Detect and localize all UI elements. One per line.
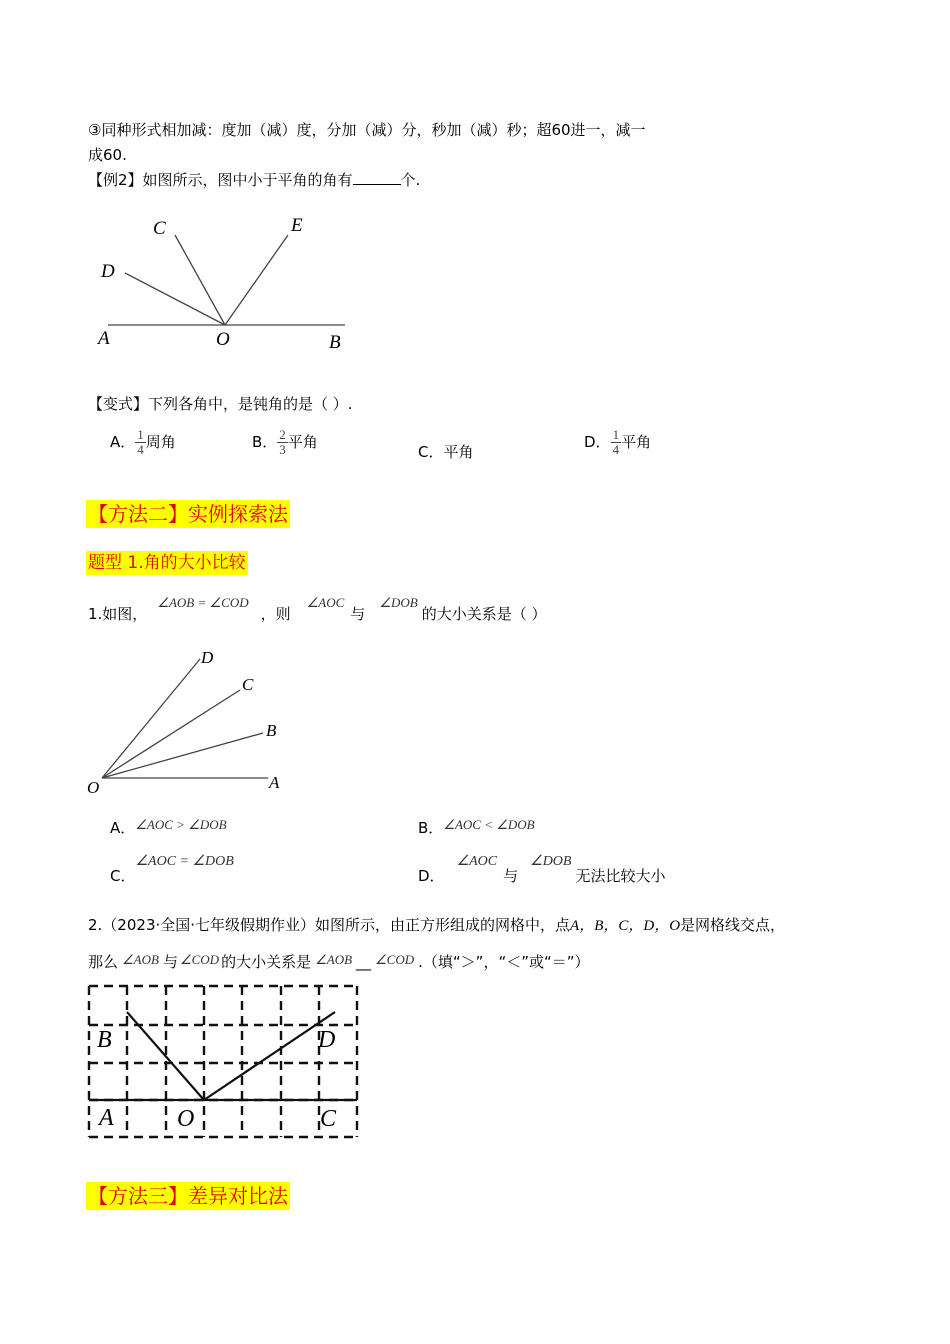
ray-OE: [225, 235, 288, 325]
q1-question: [88, 595, 547, 625]
fraction: $\frac{1}{4}$: [137, 427, 144, 457]
q2-line2: [88, 952, 590, 973]
q2-text: .（填“＞”，“＜”或“＝”）: [418, 953, 590, 971]
label-C: C: [320, 1106, 337, 1132]
q1-angle-aoc: ∠AOC: [306, 595, 345, 610]
q2-text: 2.（2023·全国·七年级假期作业）如图所示，由正方形组成的网格中，点: [88, 916, 571, 934]
q2-angle: ∠COD: [179, 952, 220, 967]
answer-blank: [353, 170, 401, 185]
q1-option-b[interactable]: [418, 818, 535, 839]
q1-option-a[interactable]: [110, 818, 227, 839]
option-letter: D．: [584, 433, 611, 451]
q2-text: 的大小关系是: [221, 953, 312, 971]
option-expr: ∠DOB: [530, 854, 572, 869]
q1-condition: ∠AOB = ∠COD: [157, 595, 249, 610]
q1-option-d[interactable]: [418, 854, 666, 888]
q2-angle: ∠AOB: [315, 952, 353, 967]
label-O: O: [216, 329, 230, 350]
option-letter: A．: [110, 433, 136, 451]
variant-option-c[interactable]: [418, 442, 474, 462]
ray-OC: [102, 690, 240, 778]
option-text: 平角: [287, 433, 318, 451]
ray-OB: [102, 733, 263, 778]
method3-title: 【方法三】差异对比法: [88, 1184, 288, 1208]
variant-option-d[interactable]: [584, 428, 651, 457]
option-letter: C．: [418, 443, 444, 461]
example2-figure: [95, 210, 365, 360]
label-O: O: [177, 1106, 195, 1132]
q2-text-b: 是网格线交点，: [680, 916, 786, 934]
label-D: D: [318, 1027, 336, 1053]
option-text: 周角: [145, 433, 176, 451]
q1-angle-dob: ∠DOB: [379, 595, 418, 610]
method2-title: 【方法二】实例探索法: [88, 502, 288, 526]
label-C: C: [153, 218, 166, 239]
q2-text: 那么: [88, 953, 119, 971]
option-with: 与: [503, 867, 519, 885]
label-E: E: [291, 215, 303, 236]
label-A: A: [98, 328, 110, 349]
option-expr: ∠AOC = ∠DOB: [135, 854, 234, 869]
option-letter: B．: [252, 433, 278, 451]
option-letter: A．: [110, 819, 136, 837]
variant-question: 【变式】下列各角中，是钝角的是（ ）.: [88, 395, 353, 413]
label-B: B: [97, 1027, 112, 1053]
option-expr: ∠AOC < ∠DOB: [443, 817, 535, 832]
q1-mid: ，则: [260, 605, 291, 623]
label-A: A: [99, 1105, 114, 1131]
option-tail: 无法比较大小: [575, 867, 666, 885]
example2-question: [88, 170, 420, 190]
q2-line1: [88, 915, 785, 936]
option-expr: ∠AOC: [456, 854, 498, 869]
label-O: O: [87, 778, 100, 797]
option-letter: C．: [110, 867, 136, 885]
q2-angle: ∠COD: [375, 952, 415, 967]
ray-OD: [102, 659, 200, 778]
label-B: B: [266, 721, 277, 740]
variant-option-a[interactable]: [110, 428, 176, 457]
q2-grid-figure: [85, 982, 365, 1142]
q1-prefix: 1.如图，: [88, 605, 148, 623]
q1-suffix: 的大小关系是（ ）: [421, 605, 547, 623]
q2-angle: ∠AOB: [122, 952, 159, 967]
variant-option-b[interactable]: [252, 428, 318, 457]
rule3-line1: ③同种形式相加减：度加（减）度，分加（减）分，秒加（减）秒；超60进一，减一: [88, 121, 646, 139]
option-letter: D．: [418, 867, 445, 885]
label-D: D: [101, 261, 115, 282]
label-B: B: [329, 332, 341, 353]
q1-option-c[interactable]: [110, 854, 234, 888]
q2-with: 与: [162, 953, 178, 971]
answer-blank[interactable]: __: [356, 953, 372, 971]
type1-title: 题型 1.角的大小比较: [88, 553, 246, 573]
label-D: D: [201, 648, 214, 667]
q2-points: A，B，C，D，O: [570, 918, 681, 934]
option-expr: ∠AOC > ∠DOB: [135, 817, 227, 832]
q1-with: 与: [350, 605, 366, 623]
example2-suffix: 个.: [400, 171, 421, 189]
q1-figure: [85, 645, 295, 800]
label-A: A: [269, 773, 280, 792]
rule3-line2: 成60.: [88, 146, 127, 164]
option-text: 平角: [443, 443, 474, 461]
option-text: 平角: [621, 433, 652, 451]
option-letter: B．: [418, 819, 444, 837]
fraction: $\frac{2}{3}$: [279, 427, 286, 457]
fraction: $\frac{1}{4}$: [612, 427, 620, 457]
example2-prefix: 【例2】如图所示，图中小于平角的角有: [88, 171, 353, 189]
label-C: C: [242, 675, 254, 694]
